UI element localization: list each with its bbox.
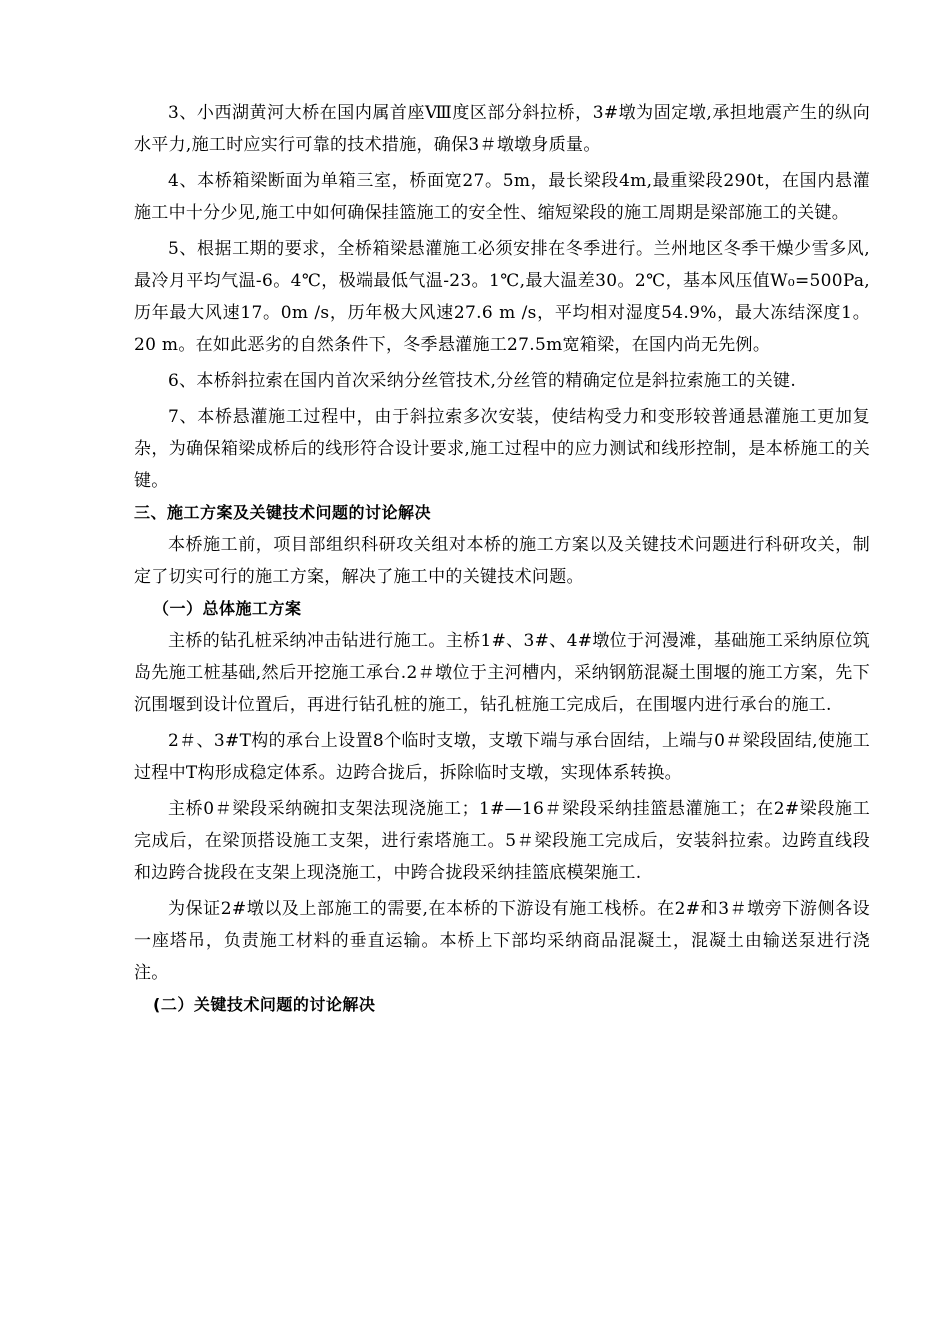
paragraph-item-4: 4、本桥箱梁断面为单箱三室，桥面宽27。5m，最长梁段4m,最重梁段290t，在国内悬灌施工中十分少见,施工中如何确保挂篮施工的安全性、缩短梁段的施工周期是梁部施工的关键。 xyxy=(134,171,870,223)
subsection-heading-key-issues: (二）关键技术问题的讨论解决 xyxy=(153,995,376,1014)
paragraph-item-6: 6、本桥斜拉索在国内首次采纳分丝管技术,分丝管的精确定位是斜拉索施工的关键. xyxy=(168,371,797,391)
paragraph-item-7: 7、本桥悬灌施工过程中，由于斜拉索多次安装，使结构受力和变形较普通悬灌施工更加复杂，为确保箱梁成桥后的线形符合设计要求,施工过程中的应力测试和线形控制，是本桥施工的关键。 xyxy=(134,407,870,491)
overall-plan-paragraph-1: 主桥的钻孔桩采纳冲击钻进行施工。主桥1#、3#、4#墩位于河漫滩，基础施工采纳原位筑岛先施工桩基础,然后开挖施工承台.2＃墩位于主河槽内，采纳钢筋混凝土围堰的施工方案，先下沉围堰到设计位置后，再进行钻孔桩的施工，钻孔桩施工完成后，在围堰内进行承台的施工. xyxy=(134,631,870,715)
overall-plan-paragraph-4: 为保证2#墩以及上部施工的需要,在本桥的下游设有施工栈桥。在2#和3＃墩旁下游侧各设一座塔吊，负责施工材料的垂直运输。本桥上下部均采纳商品混凝土，混凝土由输送泵进行浇注。 xyxy=(134,899,870,983)
paragraph-item-3: 3、小西湖黄河大桥在国内属首座Ⅷ度区部分斜拉桥，3#墩为固定墩,承担地震产生的纵向水平力,施工时应实行可靠的技术措施，确保3＃墩墩身质量。 xyxy=(134,103,870,155)
document-body xyxy=(134,97,870,1021)
paragraph-item-5: 5、根据工期的要求，全桥箱梁悬灌施工必须安排在冬季进行。兰州地区冬季干燥少雪多风,最冷月平均气温-6。4℃，极端最低气温-23。1℃,最大温差30。2℃，基本风压值W₀=500Pa,历年最大风速17。0m /s，历年极大风速27.6 m /s，平均相对湿度54.9%，最大冻结深度1。20 m。在如此恶劣的自然条件下，冬季悬灌施工27.5m宽箱梁，在国内尚无先例。 xyxy=(134,239,870,355)
subsection-heading-overall-plan: （一）总体施工方案 xyxy=(153,599,302,618)
section-3-intro: 本桥施工前，项目部组织科研攻关组对本桥的施工方案以及关键技术问题进行科研攻关，制定了切实可行的施工方案，解决了施工中的关键技术问题。 xyxy=(134,535,870,587)
section-heading-3: 三、施工方案及关键技术问题的讨论解决 xyxy=(134,503,432,522)
overall-plan-paragraph-3: 主桥0＃梁段采纳碗扣支架法现浇施工；1#—16＃梁段采纳挂篮悬灌施工；在2#梁段施工完成后，在梁顶搭设施工支架，进行索塔施工。5＃梁段施工完成后，安装斜拉索。边跨直线段和边跨合拢段在支架上现浇施工，中跨合拢段采纳挂篮底模架施工. xyxy=(134,799,870,883)
overall-plan-paragraph-2: 2＃、3#T构的承台上设置8个临时支墩，支墩下端与承台固结，上端与0＃梁段固结,使施工过程中T构形成稳定体系。边跨合拢后，拆除临时支墩，实现体系转换。 xyxy=(134,731,870,783)
